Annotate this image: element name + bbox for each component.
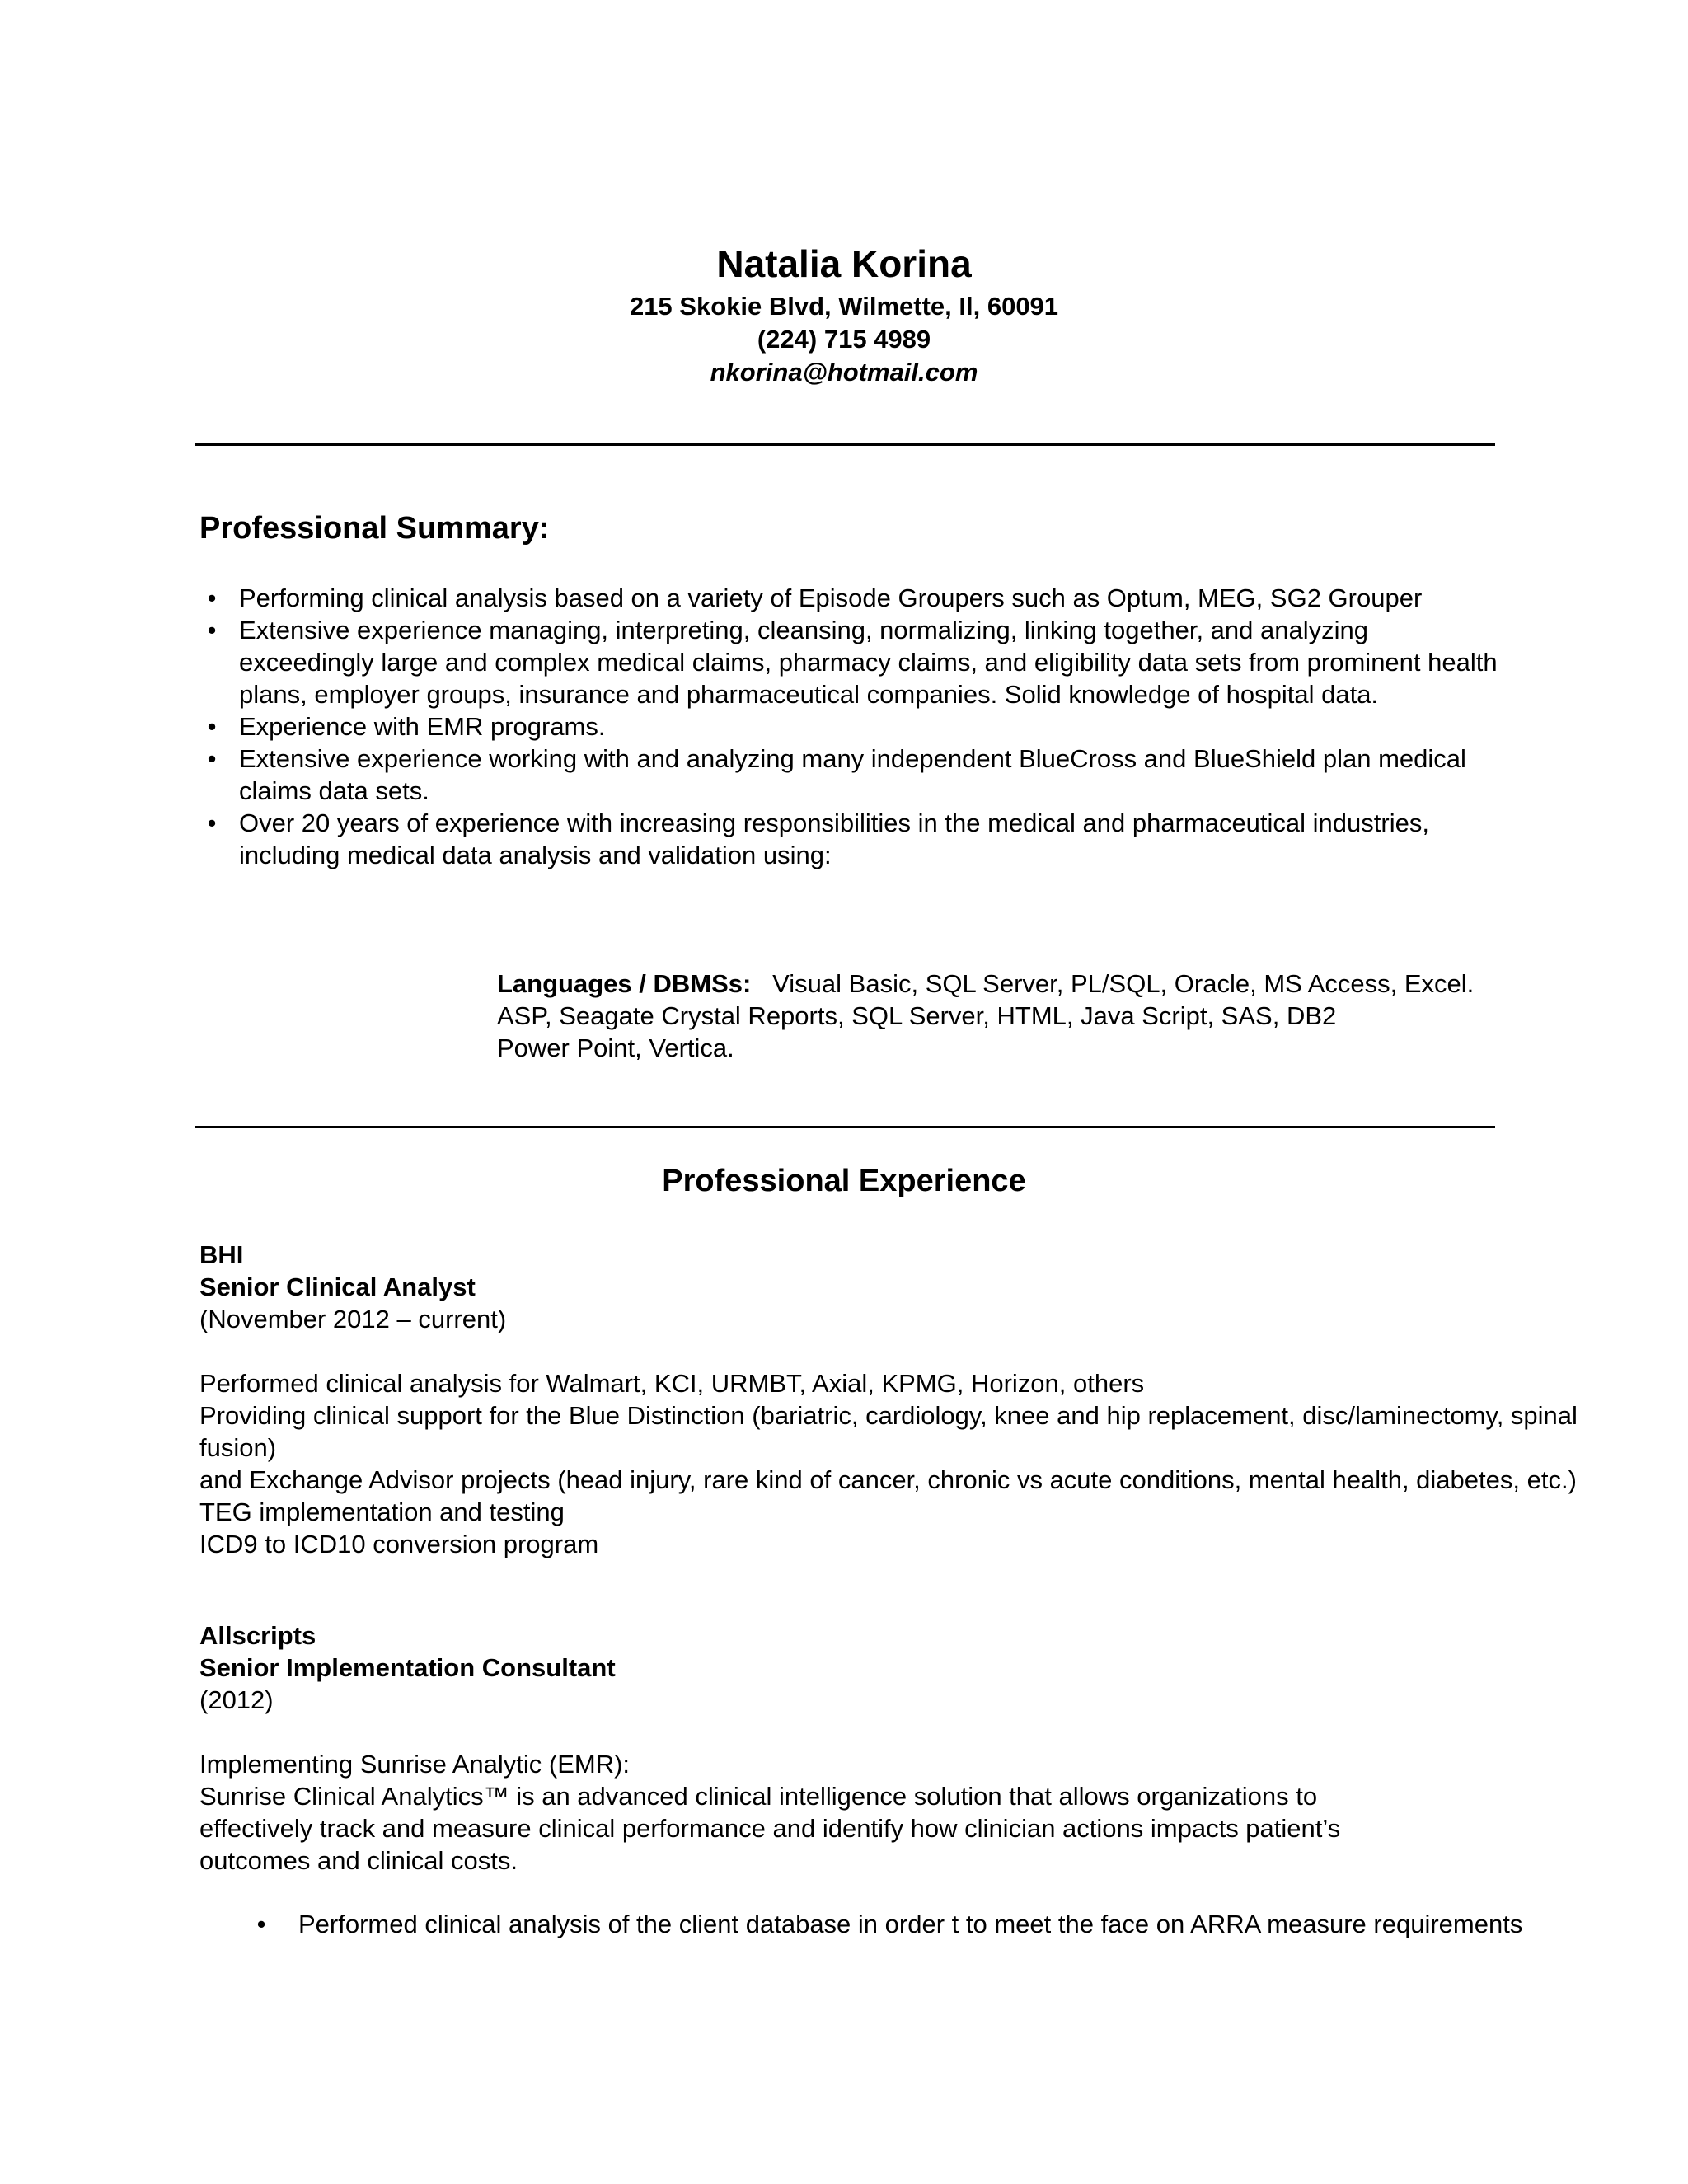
summary-bullet bbox=[199, 743, 1502, 807]
job-detail-line: Performed clinical analysis for Walmart, KCI, URMBT, Axial, KPMG, Horizon, others bbox=[199, 1369, 1145, 1398]
job-company: BHI bbox=[199, 1240, 244, 1269]
job-dates: (November 2012 – current) bbox=[199, 1305, 507, 1333]
summary-bullet-list bbox=[199, 582, 1502, 871]
summary-bullet bbox=[199, 710, 1502, 743]
skills-line: Power Point, Vertica. bbox=[497, 1033, 734, 1062]
job-role: Senior Implementation Consultant bbox=[199, 1653, 616, 1682]
job-dates: (2012) bbox=[199, 1685, 274, 1714]
skills-label: Languages / DBMSs: bbox=[497, 969, 752, 998]
job-detail-line: Providing clinical support for the Blue Distinction (bariatric, cardiology, knee and hip replacement, disc/laminectomy, spinal bbox=[199, 1401, 1578, 1430]
job-detail-line: Sunrise Clinical Analytics™ is an advanced clinical intelligence solution that allows organizations to bbox=[199, 1782, 1318, 1811]
job-entry-allscripts bbox=[199, 1619, 1688, 1877]
summary-bullet-text: Extensive experience managing, interpreting, cleansing, normalizing, linking together, and analyzing exceedingly large and complex medical claims, pharmacy claims, and eligibility data sets from prominent health plans, employer groups, insurance and pharmaceutical companies. Solid knowledge of hospital data. bbox=[239, 616, 1498, 709]
summary-bullet bbox=[199, 807, 1502, 871]
skills-line: ASP, Seagate Crystal Reports, SQL Server, HTML, Java Script, SAS, DB2 bbox=[497, 1001, 1337, 1030]
header-divider bbox=[195, 443, 1495, 446]
job-detail-line: effectively track and measure clinical performance and identify how clinician actions impacts patient’s bbox=[199, 1814, 1341, 1843]
spacer bbox=[199, 1716, 1688, 1748]
summary-bullet-text: Performing clinical analysis based on a variety of Episode Groupers such as Optum, MEG, SG2 Grouper bbox=[239, 583, 1423, 612]
job-detail-line: outcomes and clinical costs. bbox=[199, 1846, 518, 1875]
bullet-icon: • bbox=[207, 616, 217, 644]
job-role: Senior Clinical Analyst bbox=[199, 1272, 476, 1301]
summary-bullet-text: Experience with EMR programs. bbox=[239, 712, 606, 741]
experience-title: Professional Experience bbox=[662, 1164, 1026, 1198]
bullet-icon: • bbox=[207, 744, 217, 773]
summary-divider bbox=[195, 1126, 1495, 1128]
job-bullet-list bbox=[249, 1908, 1688, 1940]
skills-text: Visual Basic, SQL Server, PL/SQL, Oracle, MS Access, Excel. bbox=[772, 969, 1475, 998]
bullet-icon: • bbox=[207, 808, 217, 837]
job-company: Allscripts bbox=[199, 1621, 316, 1650]
summary-bullet bbox=[199, 582, 1502, 614]
job-detail-line: Implementing Sunrise Analytic (EMR): bbox=[199, 1750, 631, 1779]
spacer bbox=[199, 1335, 1688, 1367]
summary-bullet bbox=[199, 614, 1502, 710]
candidate-phone: (224) 715 4989 bbox=[757, 325, 931, 354]
job-detail-line: fusion) bbox=[199, 1433, 277, 1462]
candidate-email: nkorina@hotmail.com bbox=[710, 358, 978, 387]
candidate-address: 215 Skokie Blvd, Wilmette, Il, 60091 bbox=[629, 292, 1059, 321]
job-bullet bbox=[249, 1908, 1688, 1940]
job-detail-line: and Exchange Advisor projects (head injury, rare kind of cancer, chronic vs acute conditions, mental health, diabetes, etc.) bbox=[199, 1465, 1577, 1494]
bullet-icon: • bbox=[256, 1910, 266, 1938]
job-detail-line: TEG implementation and testing bbox=[199, 1497, 565, 1526]
summary-bullet-text: Over 20 years of experience with increasing responsibilities in the medical and pharmaceutical industries, including medical data analysis and validation using: bbox=[239, 808, 1429, 869]
bullet-icon: • bbox=[207, 712, 217, 741]
job-bullet-text: Performed clinical analysis of the client database in order t to meet the face on ARRA measure requirements bbox=[298, 1910, 1523, 1938]
skills-block bbox=[497, 968, 1503, 1064]
summary-title: Professional Summary: bbox=[199, 511, 550, 546]
candidate-name: Natalia Korina bbox=[716, 242, 972, 285]
summary-bullet-text: Extensive experience working with and analyzing many independent BlueCross and BlueShield plan medical claims data sets. bbox=[239, 744, 1466, 805]
job-detail-line: ICD9 to ICD10 conversion program bbox=[199, 1530, 599, 1558]
resume-header bbox=[0, 237, 1688, 389]
bullet-icon: • bbox=[207, 583, 217, 612]
skills-line bbox=[497, 968, 1503, 1000]
job-entry-bhi bbox=[199, 1239, 1688, 1560]
